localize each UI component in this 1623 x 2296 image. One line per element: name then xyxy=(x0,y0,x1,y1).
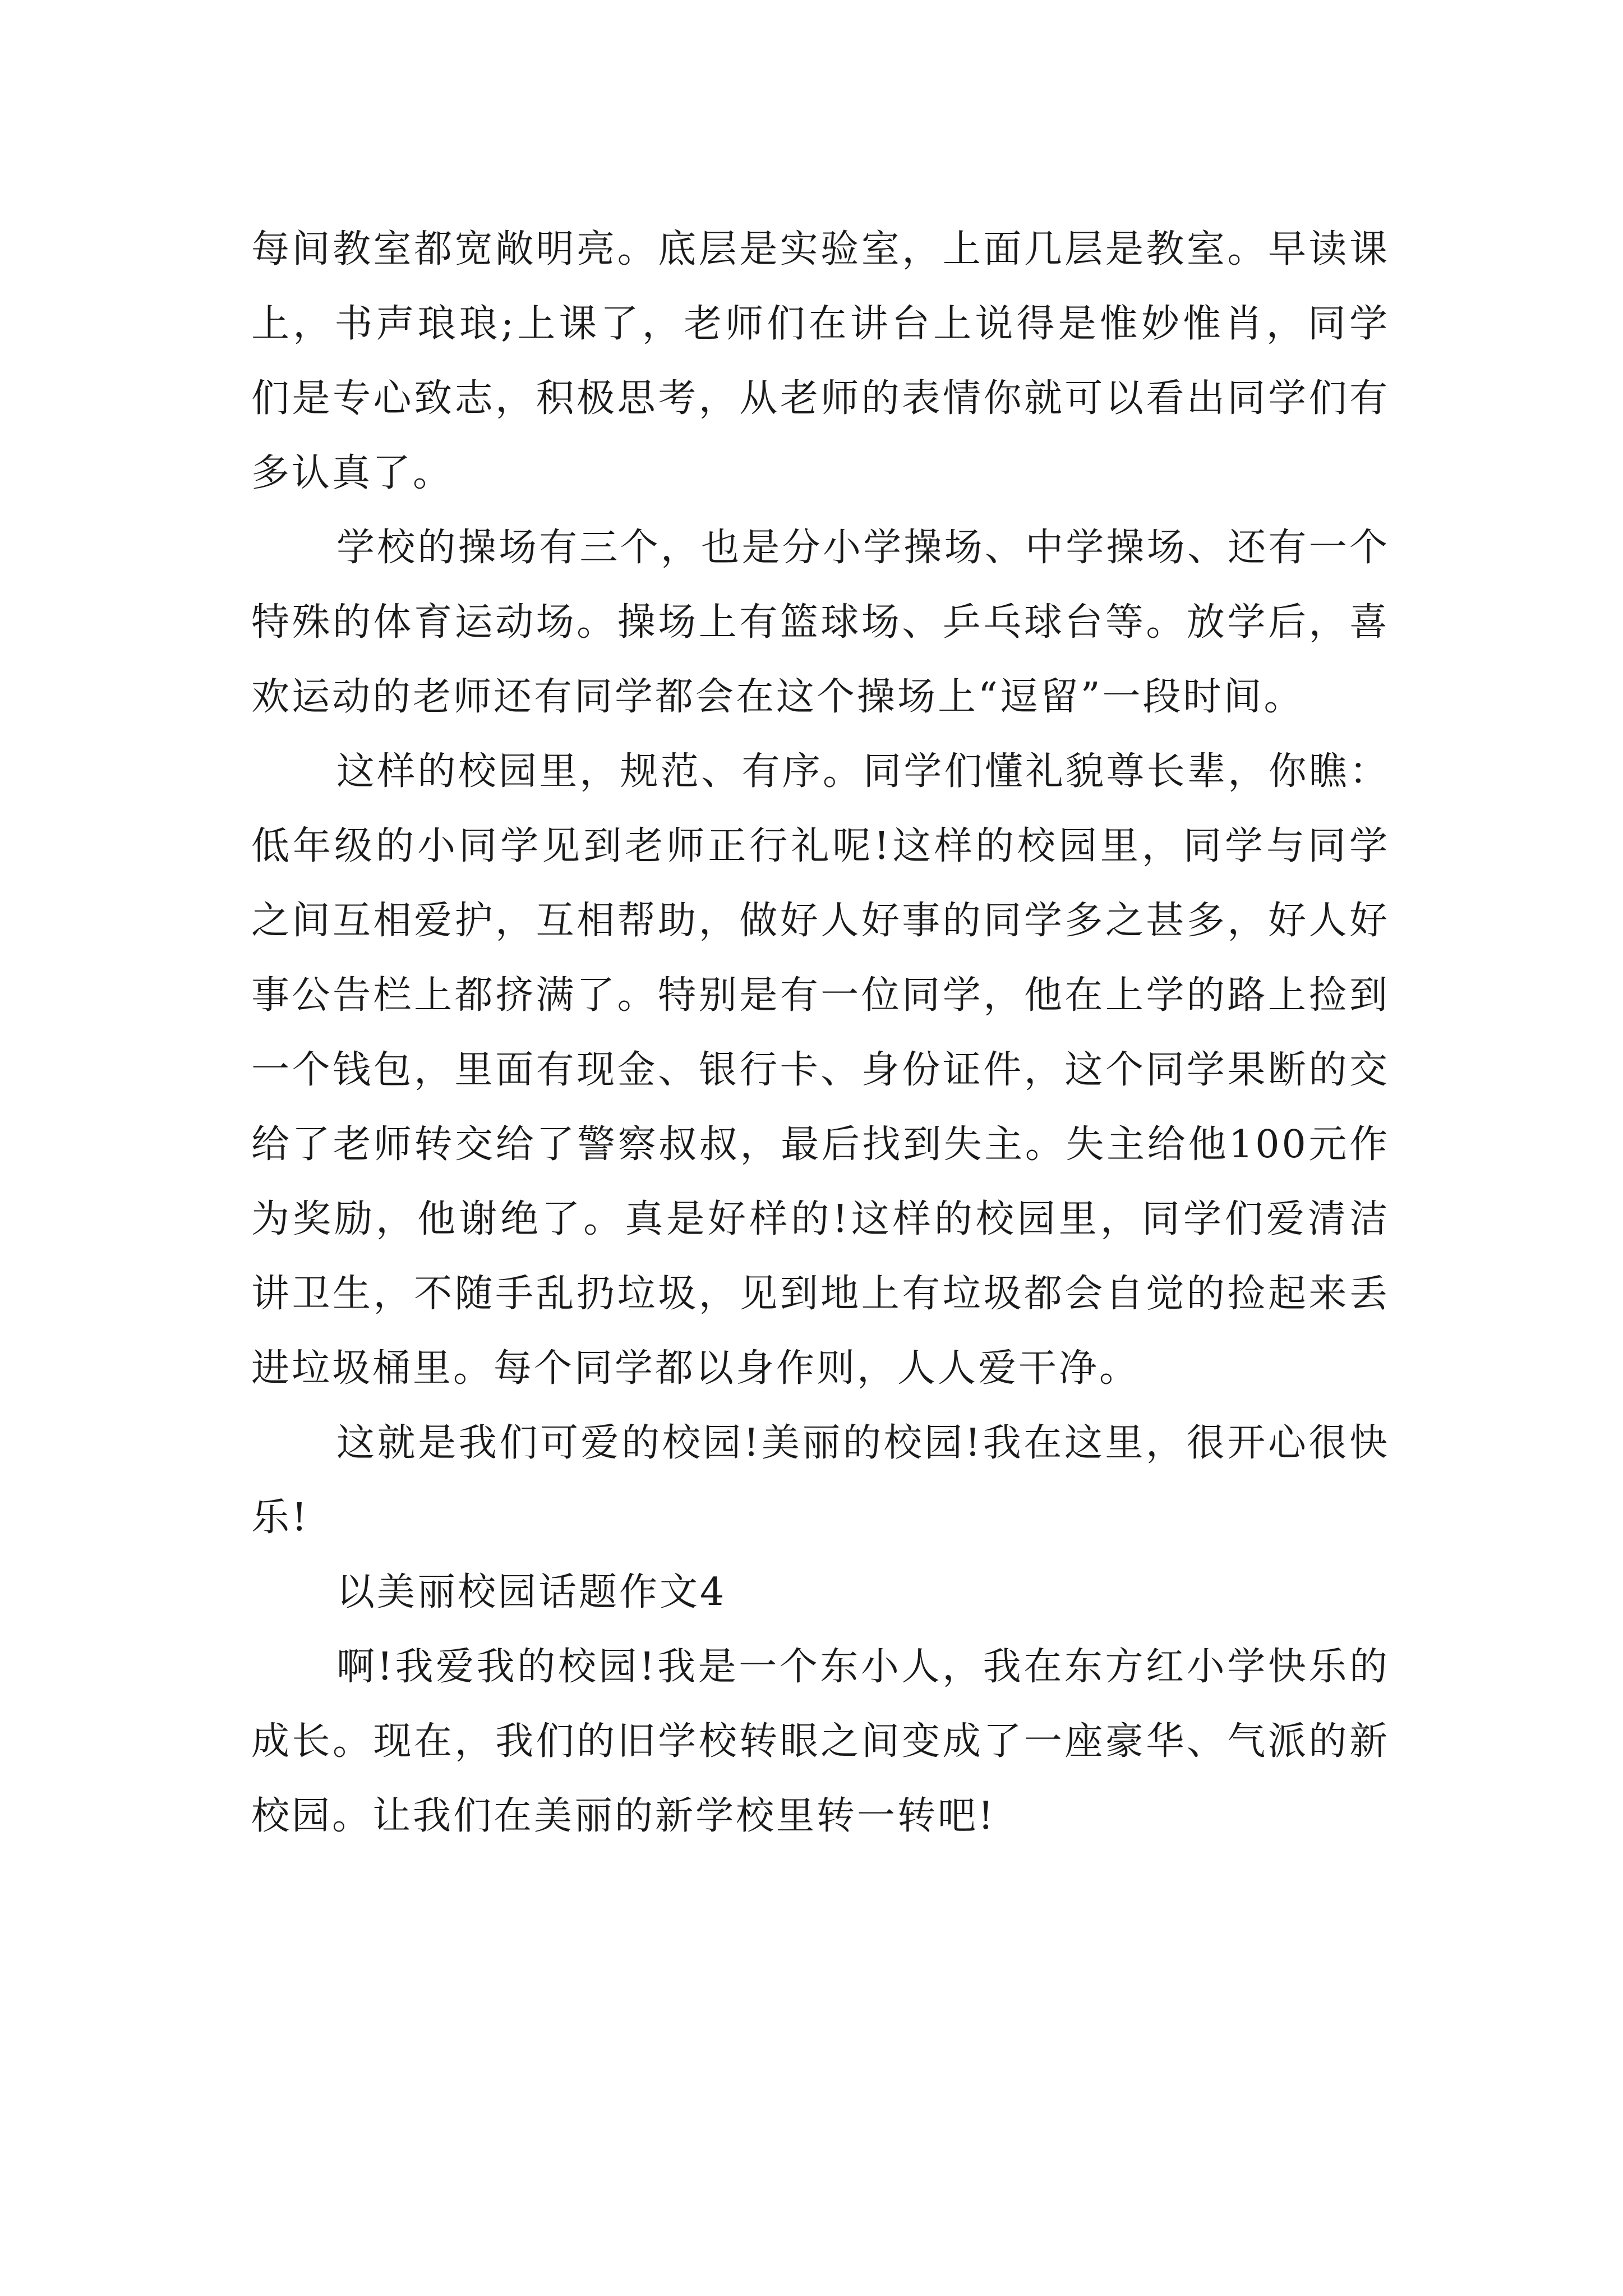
paragraph-conclusion: 这就是我们可爱的校园!美丽的校园!我在这里，很开心很快乐! xyxy=(251,1421,1390,1540)
essay-heading: 以美丽校园话题作文4 xyxy=(336,1570,727,1614)
paragraph-new-campus: 啊!我爱我的校园!我是一个东小人，我在东方红小学快乐的成长。现在，我们的旧学校转眼之间变成了一座豪华、气派的新校园。让我们在美丽的新学校里转一转吧! xyxy=(251,1645,1390,1838)
paragraph-classrooms: 每间教室都宽敞明亮。底层是实验室，上面几层是教室。早读课上，书声琅琅;上课了，老师们在讲台上说得是惟妙惟肖，同学们是专心致志，积极思考，从老师的表情你就可以看出同学们有多认真了。 xyxy=(251,227,1390,495)
paragraph-playgrounds: 学校的操场有三个，也是分小学操场、中学操场、还有一个特殊的体育运动场。操场上有篮球场、乒乓球台等。放学后，喜欢运动的老师还有同学都会在这个操场上“逗留”一段时间。 xyxy=(251,526,1390,719)
body-text xyxy=(251,212,1390,1853)
paragraph-campus-manners: 这样的校园里，规范、有序。同学们懂礼貌尊长辈，你瞧：低年级的小同学见到老师正行礼呢!这样的校园里，同学与同学之间互相爱护，互相帮助，做好人好事的同学多之甚多，好人好事公告栏上都挤满了。特别是有一位同学，他在上学的路上捡到一个钱包，里面有现金、银行卡、身份证件，这个同学果断的交给了老师转交给了警察叔叔，最后找到失主。失主给他100元作为奖励，他谢绝了。真是好样的!这样的校园里，同学们爱清洁讲卫生，不随手乱扔垃圾，见到地上有垃圾都会自觉的捡起来丢进垃圾桶里。每个同学都以身作则，人人爱干净。 xyxy=(251,749,1390,1391)
